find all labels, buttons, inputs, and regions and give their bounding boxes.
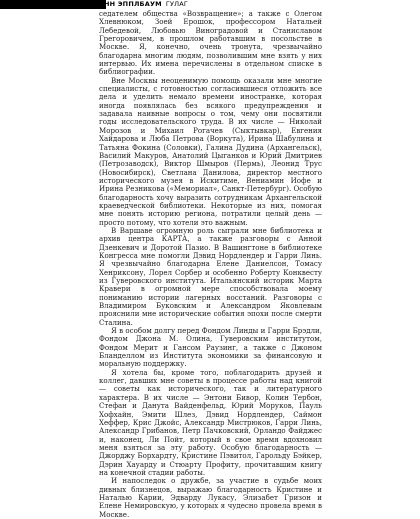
running-header <box>0 0 420 9</box>
paragraph: Я в особом долгу перед Фондом Линды и Гарри Брэдли, Фондом Джона М. Олина, Гуверовским институтом, Фондом Мерит и Гансом Раузинг, а также с Джоном Бланделлом из Института экономики за финансовую и моральную поддержку. <box>99 326 322 369</box>
paragraph: И напоследок о дружбе, за участие в судьбе моих дивных близнецов, выражаю благодарность Кристине и Наталью Карии, Эдварду Лукасу, Элизабет Гризон и Елене Немировскую, у которых я чудесно провела время в Москве. <box>99 476 322 519</box>
paragraph-continued: седателем общества «Возвращение»; а также с Олегом Хлевнюком, Зоей Ерошок, профессором Натальей Лебедевой, Любовью Виноградовой и Станиславом Грегоровичем, в прошлом работавшим в посольстве в Москве. Я, конечно, очень тронута, чрезвычайно благодарна многим людям, позволившим мне взять у них интервью. Их имена перечислены в отдельном списке в библиографии. <box>99 9 322 77</box>
paragraph: Вне Москвы неоценимую помощь оказали мне многие специалисты, с готовностью согласившиеся отложить все дела и уделить немало времени иностранке, которая иногда появлялась без всякого предупреждения и задавала наивные вопросы о том, чему они посвятили годы исследовательского труда. В их числе — Николай Морозов и Михаил Рогачев (Сыктывкар), Евгения Хайдарова и Люба Петрова (Воркута), Ирина Шабулина и Татьяна Фокина (Соловки), Галина Дудина (Архангельск), Василий Макуров, Анатолий Цыганков и Юрий Дмитриев (Петрозаводск), Виктор Шмыров (Пермь), Леонид Трус (Новосибирск), Светлана Данилова, директор местного исторического музея в Искитиме, Вениамин Иофе и Ирина Резникова («Мемориал», Санкт-Петербург). Особую благодарность хочу выразить сотрудникам Архангельской краеведческой библиотеки. Некоторые из них, помогая мне понять историю региона, потратили целый день — просто потому, что хотели это важным. <box>99 75 322 227</box>
header-bar <box>0 0 106 9</box>
header-text <box>99 0 188 9</box>
page-body <box>99 9 322 519</box>
header-book-title: ГУЛАГ <box>165 0 189 8</box>
paragraph: Я хотела бы, кроме того, поблагодарить друзей и коллег, давших мне советы в процессе работы над книгой — советы как исторического, так и литературного характера. В их числе — Энтони Бивор, Колин Тербон, Стефан и Данута Вайденфельд, Юрий Моруков, Пауль Хофхайн, Эмити Шлез, Дэвид Нордлендер, Саймон Хеффер, Крис Джойс, Александр Мистрюков, Гарри Линь, Александр Грибанов, Петр Пачковский, Орландо Файджес и, наконец, Ли Пойт, который в свое время вдохновил меня взяться за эту работу. Особую благодарность — Джорджу Борхардту, Кристине Пэвитол, Гарольду Бэйкер, Дэрин Хауарду и Стюарту Профиту, прочитавшим книгу на конечной стадии работы. <box>99 367 322 477</box>
paragraph: В Варшаве огромную роль сыграли мне библиотека и архив центра КАРТА, а также разговоры с Анной Дзенкевич и Доротой Пазио. В Вашингтоне в библиотеке Конгресса мне помогли Дэвид Нордлендер и Гарри Линь. Я чрезвычайно благодарна Елене Даниелсон, Томасу Хенриксону, Лорел Сорбер и особенно Роберту Конквесту из Гуверовского института. Итальянский историк Марта Кравери в огромной мере способствовала моему пониманию истории лагерных восстаний. Разговоры с Владимиром Буковским и Александром Яковлевым прояснили мне исторические события эпохи после смерти Сталина. <box>99 225 322 327</box>
header-author: ЭНН ЭППЛБАУМ <box>99 0 162 8</box>
